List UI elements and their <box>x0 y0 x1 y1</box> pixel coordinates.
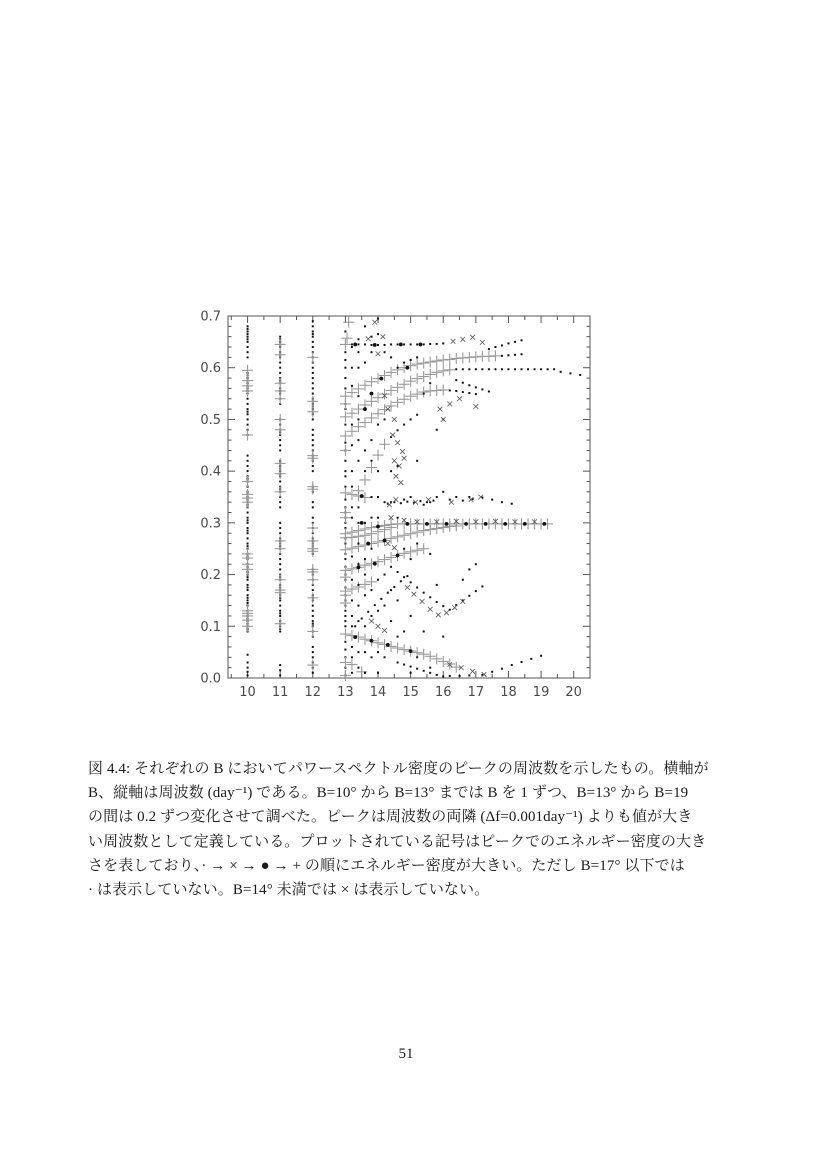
svg-text:0.7: 0.7 <box>200 309 221 325</box>
svg-text:16: 16 <box>434 685 452 700</box>
svg-text:18: 18 <box>500 685 517 700</box>
svg-text:12: 12 <box>304 685 322 700</box>
figure-caption <box>88 757 744 902</box>
svg-text:20: 20 <box>565 685 582 700</box>
svg-text:14: 14 <box>369 685 387 700</box>
svg-text:0.0: 0.0 <box>200 671 221 687</box>
svg-text:0.6: 0.6 <box>200 361 221 377</box>
page-number: 51 <box>398 1046 414 1062</box>
svg-text:11: 11 <box>271 685 289 700</box>
svg-text:0.5: 0.5 <box>200 412 221 428</box>
svg-text:0.4: 0.4 <box>200 464 221 480</box>
svg-text:19: 19 <box>532 685 550 700</box>
figure-caption-line: · は表示していない。B=14° 未満では × は表示していない。 <box>88 882 490 899</box>
svg-text:0.3: 0.3 <box>200 516 221 532</box>
svg-text:13: 13 <box>337 685 354 700</box>
figure-caption-line: 図 4.4: それぞれの B においてパワースペクトル密度のピークの周波数を示したもの。横軸が <box>88 761 709 777</box>
figure-4-4 <box>180 300 620 712</box>
svg-text:15: 15 <box>402 685 419 700</box>
figure-caption-line: い周波数として定義している。プロットされている記号はピークでのエネルギー密度の大き <box>88 833 707 850</box>
svg-text:17: 17 <box>467 685 485 700</box>
svg-text:0.1: 0.1 <box>200 619 221 635</box>
scatter-plot <box>180 300 620 712</box>
figure-caption-line: さを表しており、· → × → ● → + の順にエネルギー密度が大きい。ただし B=17° 以下では <box>88 857 685 874</box>
figure-caption-line: の間は 0.2 ずつ変化させて調べた。ピークは周波数の両隣 (Δf=0.001day⁻¹) よりも値が大き <box>88 809 693 826</box>
svg-text:0.2: 0.2 <box>200 568 221 584</box>
svg-text:10: 10 <box>239 685 256 700</box>
figure-caption-line: B、縦軸は周波数 (day⁻¹) である。B=10° から B=13° までは B を 1 ずつ、B=13° から B=19 <box>88 785 689 802</box>
